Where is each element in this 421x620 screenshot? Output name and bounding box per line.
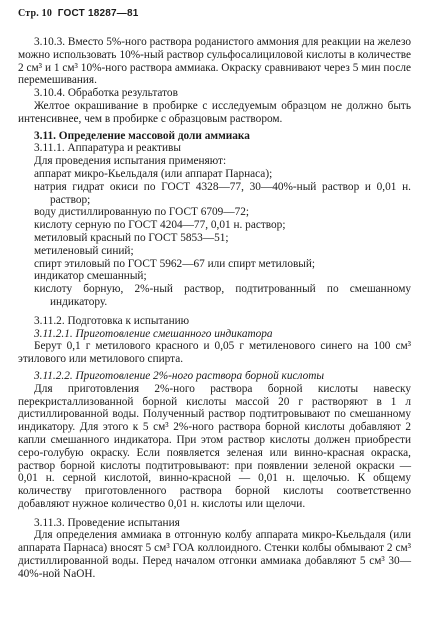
- list-item-apparatus: аппарат микро-Кьельдаля (или аппарат Парнаса);: [34, 167, 273, 180]
- paragraph-test-procedure: Для определения аммиака в отгонную колбу аппарата микро-Кьельдаля (или аппарата Парнаса) вносят 5 см³ ГОА коллоидного. Стенки колбы обмывают 2 см³ дистиллированной воды. Перед началом отгонки аммиака добавляют 5 см³ 30—40%-ной NaOH.: [18, 529, 411, 580]
- paragraph-boric-acid-prep: Для приготовления 2%-ного раствора борной кислоты навеску перекристаллизованной борной кислоты массой 20 г растворяют в 1 л дистиллированной воды. Полученный раствор подтитровывают по смешанному индикатору. Для этого к 5 см³ 2%-ного раствора борной кислоты добавляют 2 капли смешанного индикатора. При этом раствор кислоты должен приобрести серо-голубую окраску. Если появляется зеленая или винно-красная окраска, раствор борной кислоты подтитровывают: при появлении зеленой окраски — 0,01 н. серной кислотой, винно-красной — 0,01 н. щелочью. К общему количеству приготовленного раствора борной кислоты соответственно добавляют нужное количество 0,01 н. кислоты или щелочи.: [18, 382, 411, 510]
- list-item-methyl-red: метиловый красный по ГОСТ 5853—51;: [34, 231, 229, 244]
- section-heading-3-11-1: 3.11.1. Аппаратура и реактивы: [34, 142, 181, 155]
- paragraph-results: Желтое окрашивание в пробирке с исследуемым образцом не должно быть интенсивнее, чем в пробирке с образцовым раствором.: [18, 99, 411, 125]
- list-item-methylene-blue: метиленовый синий;: [34, 244, 134, 257]
- section-heading-3-11-2-1: 3.11.2.1. Приготовление смешанного индикатора: [34, 327, 273, 340]
- section-heading-3-11-2: 3.11.2. Подготовка к испытанию: [34, 314, 190, 327]
- list-item-indicator: индикатор смешанный;: [34, 270, 147, 283]
- section-heading-3-11-3: 3.11.3. Проведение испытания: [34, 516, 180, 529]
- page-header: [18, 8, 139, 19]
- paragraph-apparatus-intro: Для проведения испытания применяют:: [34, 155, 227, 168]
- section-heading-3-11: 3.11. Определение массовой доли аммиака: [34, 129, 250, 142]
- list-item-alcohol: спирт этиловый по ГОСТ 5962—67 или спирт метиловый;: [34, 257, 316, 270]
- list-item-boric-acid: кислоту борную, 2%-ный раствор, подтитрованный по смешанному индикатору.: [34, 283, 411, 308]
- section-heading-3-10-4: 3.10.4. Обработка результатов: [34, 87, 178, 100]
- document-body: [18, 36, 411, 581]
- section-heading-3-11-2-2: 3.11.2.2. Приготовление 2%-ного раствора борной кислоты: [34, 369, 325, 382]
- standard-code: ГОСТ 18287—81: [57, 8, 139, 19]
- paragraph-3-10-3: 3.10.3. Вместо 5%-ного раствора роданистого аммония для реакции на железо можно использовать 10%-ный раствор сульфосалициловой кислоты в количестве 2 см³ и 1 см³ 10%-ного раствора аммиака. Окраску сравнивают через 5 мин после перемешивания.: [18, 36, 411, 87]
- list-item-sodium-hydroxide: натрия гидрат окиси по ГОСТ 4328—77, 30—40%-ный раствор и 0,01 н. раствор;: [34, 180, 411, 206]
- paragraph-indicator-prep: Берут 0,1 г метилового красного и 0,05 г метиленового синего на 100 см³ этилового или метилового спирта.: [18, 340, 411, 366]
- list-item-sulfuric-acid: кислоту серную по ГОСТ 4204—77, 0,01 н. раствор;: [34, 219, 286, 232]
- list-item-water: воду дистиллированную по ГОСТ 6709—72;: [34, 206, 250, 219]
- page-number: Стр. 10: [18, 8, 53, 19]
